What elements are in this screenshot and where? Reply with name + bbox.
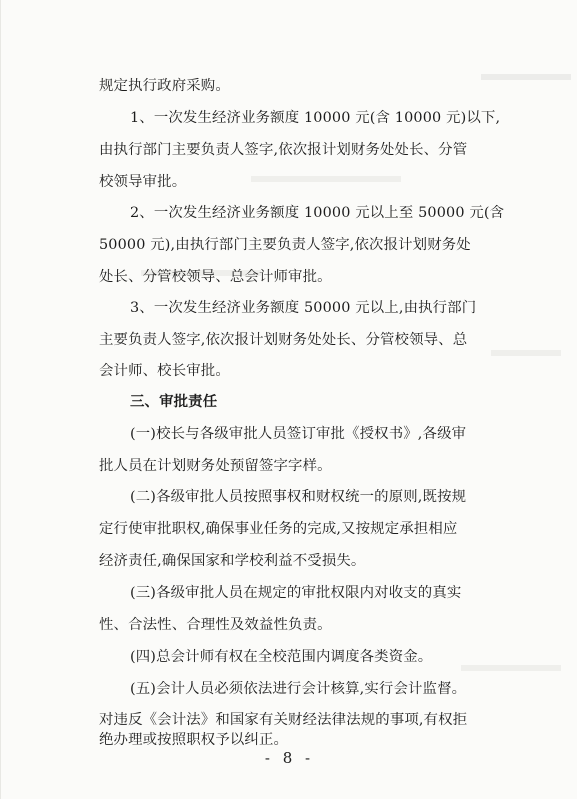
body-line: 性、合法性、合理性及效益性负责。	[99, 617, 332, 633]
body-line: 1、一次发生经济业务额度 10000 元(含 10000 元)以下,	[130, 110, 501, 126]
body-line: 由执行部门主要负责人签字,依次报计划财务处处长、分管	[99, 142, 468, 158]
page-number: - 8 -	[264, 749, 315, 767]
body-line: (四)总会计师有权在全校范围内调度各类资金。	[130, 649, 433, 665]
body-line: 50000 元),由执行部门主要负责人签字,依次报计划财务处	[99, 237, 471, 253]
body-line: (五)会计人员必须依法进行会计核算,实行会计监督。	[130, 681, 467, 697]
body-line: 绝办理或按照职权予以纠正。	[99, 732, 289, 748]
body-line: (二)各级审批人员按照事权和财权统一的原则,既按规	[130, 489, 467, 505]
bleed-through-mark	[481, 74, 571, 80]
bleed-through-mark	[251, 176, 401, 182]
body-line: 处长、分管校领导、总会计师审批。	[99, 269, 332, 285]
body-line: 定行使审批职权,确保事业任务的完成,又按规定承担相应	[99, 521, 458, 537]
section-heading: 三、审批责任	[130, 394, 218, 410]
bleed-through-mark	[491, 350, 561, 356]
body-line: 经济责任,确保国家和学校利益不受损失。	[99, 553, 366, 569]
body-line: 3、一次发生经济业务额度 50000 元以上,由执行部门	[130, 300, 477, 316]
body-line: 2、一次发生经济业务额度 10000 元以上至 50000 元(含	[130, 205, 505, 221]
body-line: 校领导审批。	[99, 174, 187, 190]
body-line: 对违反《会计法》和国家有关财经法律法规的事项,有权拒	[99, 712, 468, 728]
body-line: 批人员在计划财务处预留签字字样。	[99, 458, 332, 474]
body-line: 会计师、校长审批。	[99, 363, 230, 379]
body-line: 主要负责人签字,依次报计划财务处处长、分管校领导、总	[99, 332, 468, 348]
bleed-through-mark	[461, 665, 561, 671]
body-line: 规定执行政府采购。	[99, 78, 230, 94]
body-line: (一)校长与各级审批人员签订审批《授权书》,各级审	[130, 426, 467, 442]
body-line: (三)各级审批人员在规定的审批权限内对收支的真实	[130, 585, 462, 601]
